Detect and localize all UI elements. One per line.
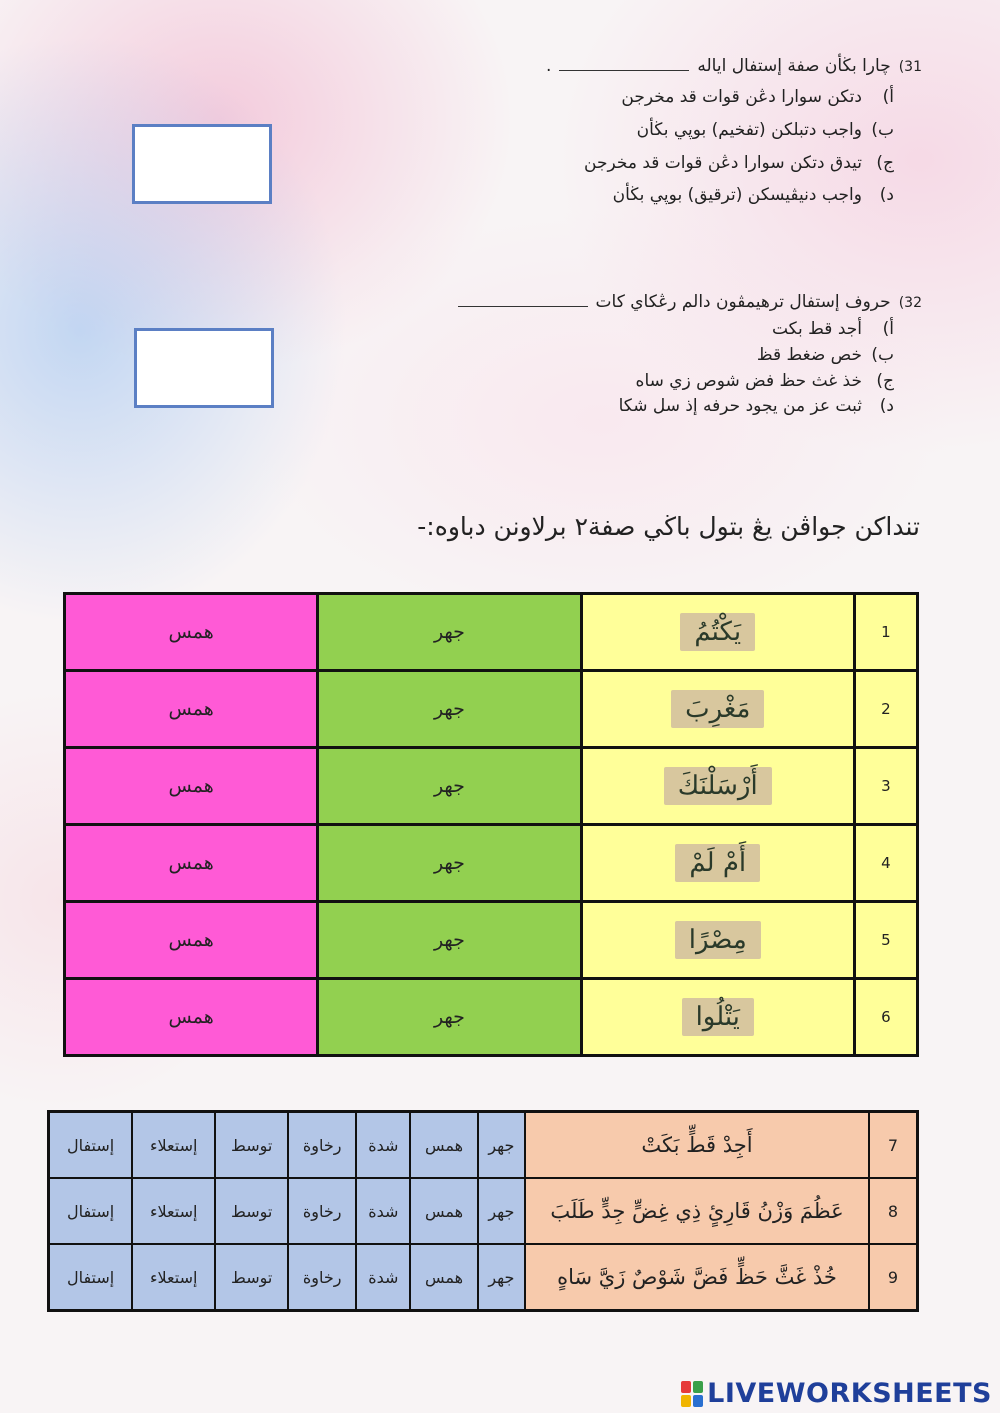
option-text: تيدق دتکن سوارا دڠن قوات قد مخرجن	[584, 152, 862, 173]
option-d	[546, 184, 894, 208]
word-cell	[581, 671, 854, 748]
quran-word-image: أَرْسَلْنَكَ	[664, 767, 772, 805]
option-jahr[interactable]: جهر	[318, 748, 581, 825]
option-hams[interactable]: همس	[410, 1244, 477, 1311]
sifat-multi-choice-table	[47, 1110, 919, 1312]
word-cell	[581, 902, 854, 979]
table-row	[65, 594, 918, 671]
option-hams[interactable]: همس	[65, 825, 318, 902]
option-istifal[interactable]: إستفال	[49, 1178, 133, 1244]
option-label: د)	[879, 396, 894, 417]
option-istila[interactable]: إستعلاء	[132, 1112, 215, 1179]
word-cell	[581, 594, 854, 671]
option-text: خص ضغط قظ	[756, 344, 862, 365]
option-istila[interactable]: إستعلاء	[132, 1178, 215, 1244]
phrase-cell: أَجِدْ قَطٍّ بَكَتْ	[525, 1112, 869, 1179]
option-label: ب)	[871, 119, 894, 140]
option-c	[454, 370, 894, 394]
quran-word-image: مِصْرًا	[675, 921, 761, 959]
option-tawassut[interactable]: توسط	[215, 1112, 288, 1179]
option-text: أجد قط بكت	[771, 319, 862, 339]
row-number: 4	[854, 825, 917, 902]
word-cell	[581, 979, 854, 1056]
quran-word-image: يَكْتُمُ	[680, 613, 755, 651]
row-number: 2	[854, 671, 917, 748]
question-32	[454, 292, 922, 419]
question-32-title	[454, 292, 922, 312]
liveworksheets-logo	[681, 1378, 992, 1409]
answer-blank	[559, 56, 689, 71]
option-tawassut[interactable]: توسط	[215, 1244, 288, 1311]
option-istifal[interactable]: إستفال	[49, 1244, 133, 1311]
option-label: أ)	[882, 87, 894, 107]
option-c	[546, 152, 894, 176]
option-jahr[interactable]: جهر	[318, 979, 581, 1056]
answer-input-31[interactable]	[132, 124, 272, 204]
word-cell	[581, 748, 854, 825]
option-text: دتکن سوارا دڠن قوات قد مخرجن	[621, 87, 862, 107]
option-jahr[interactable]: جهر	[318, 902, 581, 979]
option-syiddah[interactable]: شدة	[356, 1178, 410, 1244]
option-syiddah[interactable]: شدة	[356, 1244, 410, 1311]
option-hams[interactable]: همس	[410, 1112, 477, 1179]
table-row	[49, 1112, 918, 1179]
option-a	[454, 318, 894, 342]
row-number: 3	[854, 748, 917, 825]
option-text: واجب دتبلکن (تفخيم) بوڽي بڬأن	[636, 119, 862, 140]
option-istila[interactable]: إستعلاء	[132, 1244, 215, 1311]
table-row	[65, 979, 918, 1056]
table-row	[49, 1178, 918, 1244]
option-label: ج)	[876, 152, 894, 173]
question-number: 32)	[898, 295, 922, 311]
row-number: 7	[869, 1112, 918, 1179]
option-hams[interactable]: همس	[410, 1178, 477, 1244]
option-hams[interactable]: همس	[65, 671, 318, 748]
quran-word-image: أَمْ لَمْ	[675, 844, 760, 882]
question-text: چارا بڬأن صفة إستفال اياله	[697, 56, 891, 76]
table-row	[65, 671, 918, 748]
option-label: ب)	[871, 344, 894, 365]
row-number: 8	[869, 1178, 918, 1244]
option-jahr[interactable]: جهر	[478, 1112, 525, 1179]
option-a	[546, 86, 894, 110]
option-jahr[interactable]: جهر	[318, 594, 581, 671]
quran-word-image: مَغْرِبَ	[671, 690, 764, 728]
sifat-choice-table	[63, 592, 919, 1057]
option-hams[interactable]: همس	[65, 748, 318, 825]
option-tawassut[interactable]: توسط	[215, 1178, 288, 1244]
option-jahr[interactable]: جهر	[318, 671, 581, 748]
table-row	[65, 902, 918, 979]
question-31	[546, 56, 922, 208]
option-d	[454, 395, 894, 419]
option-hams[interactable]: همس	[65, 979, 318, 1056]
question-text: حروف إستفال ترهيمڤون دالم رڠکاي کات	[595, 292, 891, 312]
option-rakhawah[interactable]: رخاوة	[288, 1178, 356, 1244]
instruction-heading: تنداکن جواڤن يڠ بتول باڬي صفة٢ برلاونن دباوه:-	[417, 512, 920, 541]
phrase-cell: خُذْ غَثَّ حَظٍّ فَضَّ شَوْصٌ زَيَّ سَاهٍ	[525, 1244, 869, 1311]
option-rakhawah[interactable]: رخاوة	[288, 1244, 356, 1311]
table-row	[65, 748, 918, 825]
option-jahr[interactable]: جهر	[478, 1244, 525, 1311]
question-end: .	[545, 56, 552, 76]
option-b	[546, 119, 894, 143]
option-label: ج)	[876, 370, 894, 391]
row-number: 1	[854, 594, 917, 671]
quran-word-image: يَتْلُوا	[682, 998, 754, 1036]
option-text: ثبت عز من يجود حرفه إذ سل شكا	[618, 396, 862, 417]
phrase-cell: عَظُمَ وَزْنُ قَارِئٍ ذِي غِضٍّ جِدٍّ طَلَبَ	[525, 1178, 869, 1244]
table-row	[49, 1244, 918, 1311]
table-row	[65, 825, 918, 902]
option-label: أ)	[882, 319, 894, 339]
row-number: 6	[854, 979, 917, 1056]
word-cell	[581, 825, 854, 902]
option-jahr[interactable]: جهر	[478, 1178, 525, 1244]
row-number: 5	[854, 902, 917, 979]
option-syiddah[interactable]: شدة	[356, 1112, 410, 1179]
option-istifal[interactable]: إستفال	[49, 1112, 133, 1179]
row-number: 9	[869, 1244, 918, 1311]
option-hams[interactable]: همس	[65, 594, 318, 671]
answer-input-32[interactable]	[134, 328, 274, 408]
answer-blank	[458, 292, 588, 307]
logo-text: LIVEWORKSHEETS	[707, 1378, 992, 1409]
question-number: 31)	[898, 59, 922, 75]
option-text: خذ غث حظ فض شوص زي ساه	[635, 370, 862, 391]
option-hams[interactable]: همس	[65, 902, 318, 979]
option-rakhawah[interactable]: رخاوة	[288, 1112, 356, 1179]
option-label: د)	[879, 185, 894, 206]
logo-icon	[681, 1381, 703, 1407]
option-jahr[interactable]: جهر	[318, 825, 581, 902]
option-b	[454, 344, 894, 368]
option-text: واجب دنيڤيسکن (ترقيق) بوڽي بڬأن	[612, 185, 862, 206]
question-31-title	[546, 56, 922, 76]
